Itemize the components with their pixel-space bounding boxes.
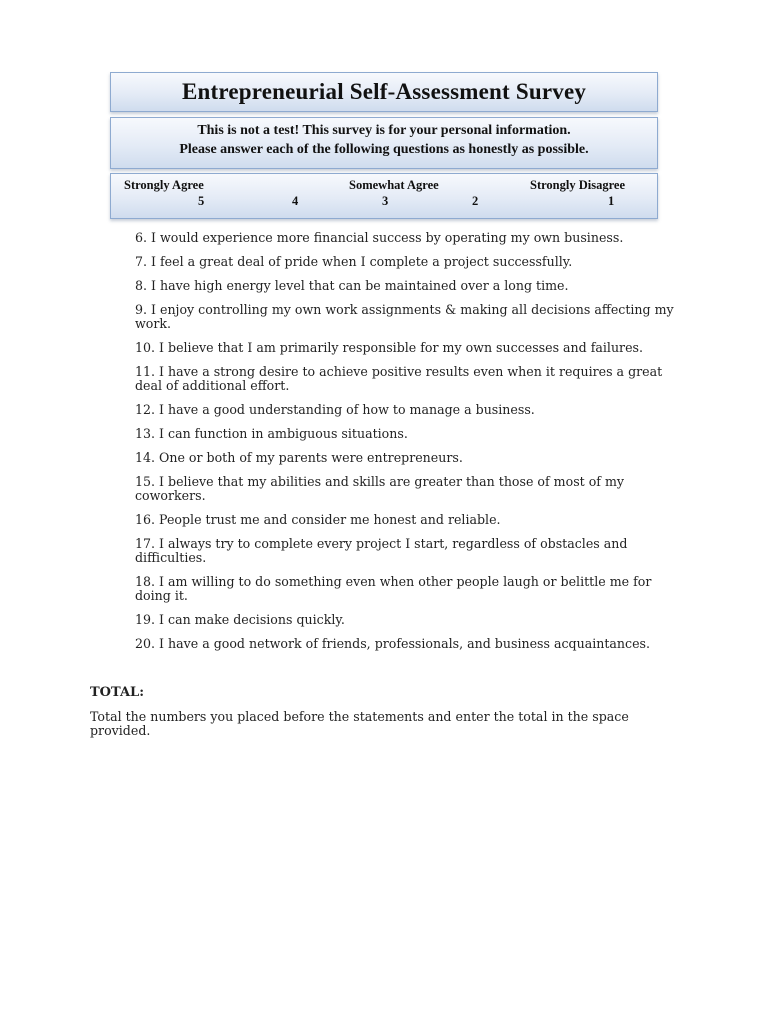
statement-item: 16. People trust me and consider me honest and reliable.	[135, 512, 501, 527]
total-instructions: Total the numbers you placed before the statements and enter the total in the space provided.	[90, 709, 629, 738]
scale-label-somewhat-agree: Somewhat Agree	[349, 178, 439, 192]
rating-scale-banner	[110, 173, 658, 219]
statement-item: 10. I believe that I am primarily responsible for my own successes and failures.	[135, 340, 643, 355]
scale-label-strongly-agree: Strongly Agree	[124, 178, 204, 192]
page-title: Entrepreneurial Self-Assessment Survey	[181, 79, 587, 104]
scale-value: 2	[472, 194, 479, 208]
statement-item: 7. I feel a great deal of pride when I complete a project successfully.	[135, 254, 573, 269]
statement-item: 17. I always try to complete every project I start, regardless of obstacles and difficulties.	[135, 536, 628, 565]
notice-line-1: This is not a test! This survey is for your personal information.	[197, 123, 571, 138]
scale-value: 5	[198, 194, 205, 208]
scale-value: 4	[292, 194, 299, 208]
statement-item: 9. I enjoy controlling my own work assignments & making all decisions affecting my work.	[135, 302, 674, 331]
notice-banner	[110, 117, 658, 169]
statement-item: 20. I have a good network of friends, professionals, and business acquaintances.	[135, 636, 650, 651]
statement-item: 12. I have a good understanding of how to manage a business.	[135, 402, 535, 417]
statement-item: 6. I would experience more financial success by operating my own business.	[135, 230, 624, 245]
title-banner	[110, 72, 658, 112]
statement-item: 8. I have high energy level that can be maintained over a long time.	[135, 278, 569, 293]
statement-item: 19. I can make decisions quickly.	[135, 612, 345, 627]
notice-line-2: Please answer each of the following questions as honestly as possible.	[179, 142, 589, 157]
scale-label-strongly-disagree: Strongly Disagree	[530, 178, 626, 192]
scale-value: 1	[608, 194, 615, 208]
scale-value: 3	[382, 194, 389, 208]
statement-item: 13. I can function in ambiguous situations.	[135, 426, 408, 441]
statement-item: 14. One or both of my parents were entrepreneurs.	[135, 450, 463, 465]
statement-item: 11. I have a strong desire to achieve positive results even when it requires a great deal of additional effort.	[135, 364, 663, 393]
statement-item: 15. I believe that my abilities and skills are greater than those of most of my coworkers.	[135, 474, 625, 503]
statement-item: 18. I am willing to do something even when other people laugh or belittle me for doing it.	[135, 574, 652, 603]
total-label: TOTAL:	[90, 685, 144, 700]
statement-list	[135, 231, 675, 661]
